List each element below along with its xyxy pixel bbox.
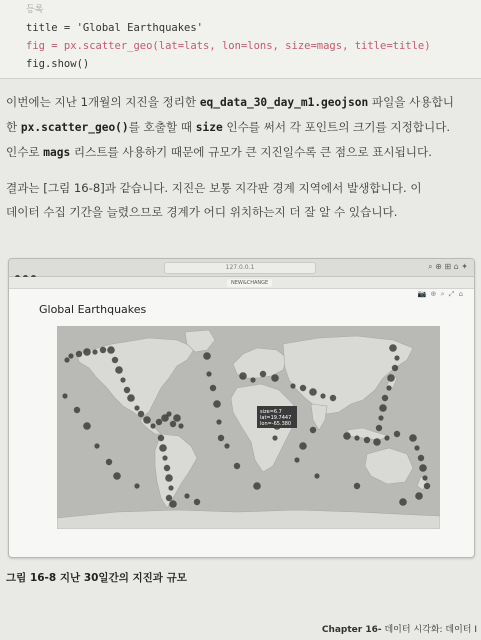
earthquake-marker: [165, 474, 173, 482]
earthquake-marker: [206, 371, 211, 376]
figure-caption: [6, 570, 187, 585]
earthquake-marker: [224, 443, 229, 448]
earthquake-marker: [422, 475, 427, 480]
caption-label: 그림 16-8: [6, 572, 57, 584]
earthquake-marker: [83, 348, 91, 356]
earthquake-marker: [386, 385, 391, 390]
earthquake-marker: [409, 434, 417, 442]
earthquake-marker: [354, 483, 360, 489]
earthquake-marker: [272, 435, 277, 440]
paragraph-line: 결과는 [그림 16-8]과 같습니다. 지진은 보통 지각판 경계 지역에서 발생합니다. 이: [6, 181, 422, 195]
earthquake-marker: [364, 437, 370, 443]
plotly-modebar-icons: 📷 ⊕ ⌕ ⤢ ⌂: [417, 290, 464, 298]
browser-titlebar: [9, 259, 474, 277]
earthquake-marker: [166, 411, 171, 416]
browser-tab: NEW&CHANGE: [227, 279, 272, 287]
earthquake-marker: [330, 395, 336, 401]
hover-tooltip: [257, 406, 297, 428]
earthquake-marker: [320, 393, 325, 398]
earthquake-marker: [178, 423, 183, 428]
earthquake-marker: [156, 419, 162, 425]
earthquake-marker: [173, 414, 181, 422]
footer-title: 데이터 시각화: 데이터 I: [384, 625, 477, 635]
browser-tabbar: [9, 277, 474, 289]
earthquake-marker: [68, 353, 73, 358]
earthquake-marker: [382, 395, 388, 401]
earthquake-marker: [127, 394, 135, 402]
earthquake-marker: [162, 455, 167, 460]
earthquake-marker: [83, 422, 91, 430]
hover-line: lon=-65.380: [260, 421, 292, 427]
earthquake-marker: [309, 388, 317, 396]
earthquake-marker: [384, 435, 389, 440]
earthquake-marker: [418, 455, 424, 461]
earthquake-marker: [343, 432, 351, 440]
earthquake-marker: [378, 415, 383, 420]
earthquake-marker: [164, 465, 170, 471]
earthquake-marker: [124, 387, 130, 393]
earthquake-marker: [354, 435, 359, 440]
earthquake-marker: [424, 483, 430, 489]
earthquake-marker: [250, 377, 255, 382]
earthquake-marker: [213, 400, 221, 408]
earthquake-marker: [64, 357, 69, 362]
world-map: [57, 326, 440, 529]
earthquake-marker: [210, 385, 216, 391]
earthquake-marker: [74, 407, 80, 413]
earthquake-marker: [184, 493, 189, 498]
earthquake-marker: [138, 411, 144, 417]
earthquake-marker: [76, 351, 82, 357]
earthquake-marker: [134, 405, 139, 410]
earthquake-marker: [239, 372, 247, 380]
code-fragment: 등록: [26, 5, 44, 15]
browser-window-screenshot: [8, 258, 475, 558]
earthquake-marker: [143, 416, 151, 424]
earthquake-marker: [106, 459, 112, 465]
earthquake-marker: [389, 344, 397, 352]
earthquake-marker: [373, 438, 381, 446]
figure-title: Global Earthquakes: [39, 303, 147, 316]
paragraph-line: 인수로 mags 리스트를 사용하기 때문에 규모가 큰 지진일수록 큰 점으로 표시됩니다.: [6, 145, 432, 159]
code-line-show: fig.show(): [26, 58, 90, 70]
earthquake-marker: [376, 425, 382, 431]
earthquake-marker: [158, 435, 164, 441]
earthquake-marker: [112, 357, 118, 363]
earthquake-marker: [62, 393, 67, 398]
code-line-fig: fig = px.scatter_geo(lat=lats, lon=lons, size=mags, title=title): [26, 40, 431, 52]
earthquake-marker: [387, 374, 395, 382]
earthquake-marker: [166, 495, 172, 501]
earthquake-marker: [107, 346, 115, 354]
earthquake-marker: [290, 383, 295, 388]
paragraph-explanation: [6, 90, 476, 165]
earthquake-marker: [260, 371, 266, 377]
url-bar: 127.0.0.1: [164, 262, 316, 274]
earthquake-marker: [100, 347, 106, 353]
earthquake-marker: [415, 492, 423, 500]
earthquake-marker: [203, 352, 211, 360]
earthquake-marker: [294, 457, 299, 462]
earthquake-marker: [414, 445, 419, 450]
earthquake-marker: [310, 427, 316, 433]
earthquake-marker: [419, 464, 427, 472]
earthquake-marker: [394, 355, 399, 360]
earthquake-marker: [399, 498, 407, 506]
earthquake-marker: [159, 444, 167, 452]
earthquake-marker: [134, 483, 139, 488]
earthquake-marker: [194, 499, 200, 505]
earthquake-marker: [392, 365, 398, 371]
earthquake-marker: [314, 473, 319, 478]
code-line-title: title = 'Global Earthquakes': [26, 22, 204, 34]
hover-line: size=6.7: [260, 409, 282, 415]
earthquake-marker: [92, 349, 97, 354]
paragraph-line: 데이터 수집 기간을 늘렸으므로 경계가 어디 위치하는지 더 잘 알 수 있습니다.: [6, 205, 398, 219]
earthquake-marker: [169, 500, 177, 508]
earthquake-marker: [115, 366, 123, 374]
earthquake-marker: [94, 443, 99, 448]
earthquake-marker: [150, 423, 155, 428]
earthquake-marker: [113, 472, 121, 480]
paragraph-line: 이번에는 지난 1개월의 지진을 정리한 eq_data_30_day_m1.geojson 파일을 사용합니: [6, 95, 454, 109]
earthquake-marker: [379, 404, 387, 412]
paragraph-result: [6, 176, 476, 224]
caption-text: 지난 30일간의 지진과 규모: [59, 572, 187, 584]
earthquake-marker: [299, 442, 307, 450]
footer-chapter: Chapter 16-: [321, 625, 382, 635]
earthquake-marker: [216, 419, 221, 424]
earthquake-marker: [300, 385, 306, 391]
earthquake-marker: [120, 377, 125, 382]
toolbar-icons: ⌕ ⊕ ⊞ ⌂ ✦: [428, 262, 468, 271]
earthquake-marker: [253, 482, 261, 490]
earthquake-marker: [218, 435, 224, 441]
hover-line: lat=19.7447: [260, 415, 292, 421]
code-block: [0, 0, 481, 79]
earthquake-marker: [170, 421, 176, 427]
earthquake-marker: [168, 485, 173, 490]
earthquake-marker: [394, 431, 400, 437]
earthquake-marker: [271, 374, 279, 382]
paragraph-line: 한 px.scatter_geo()를 호출할 때 size 인수를 써서 각 포인트의 크기를 지정합니다.: [6, 120, 451, 134]
earthquake-marker: [234, 463, 240, 469]
page-footer: [322, 622, 477, 635]
